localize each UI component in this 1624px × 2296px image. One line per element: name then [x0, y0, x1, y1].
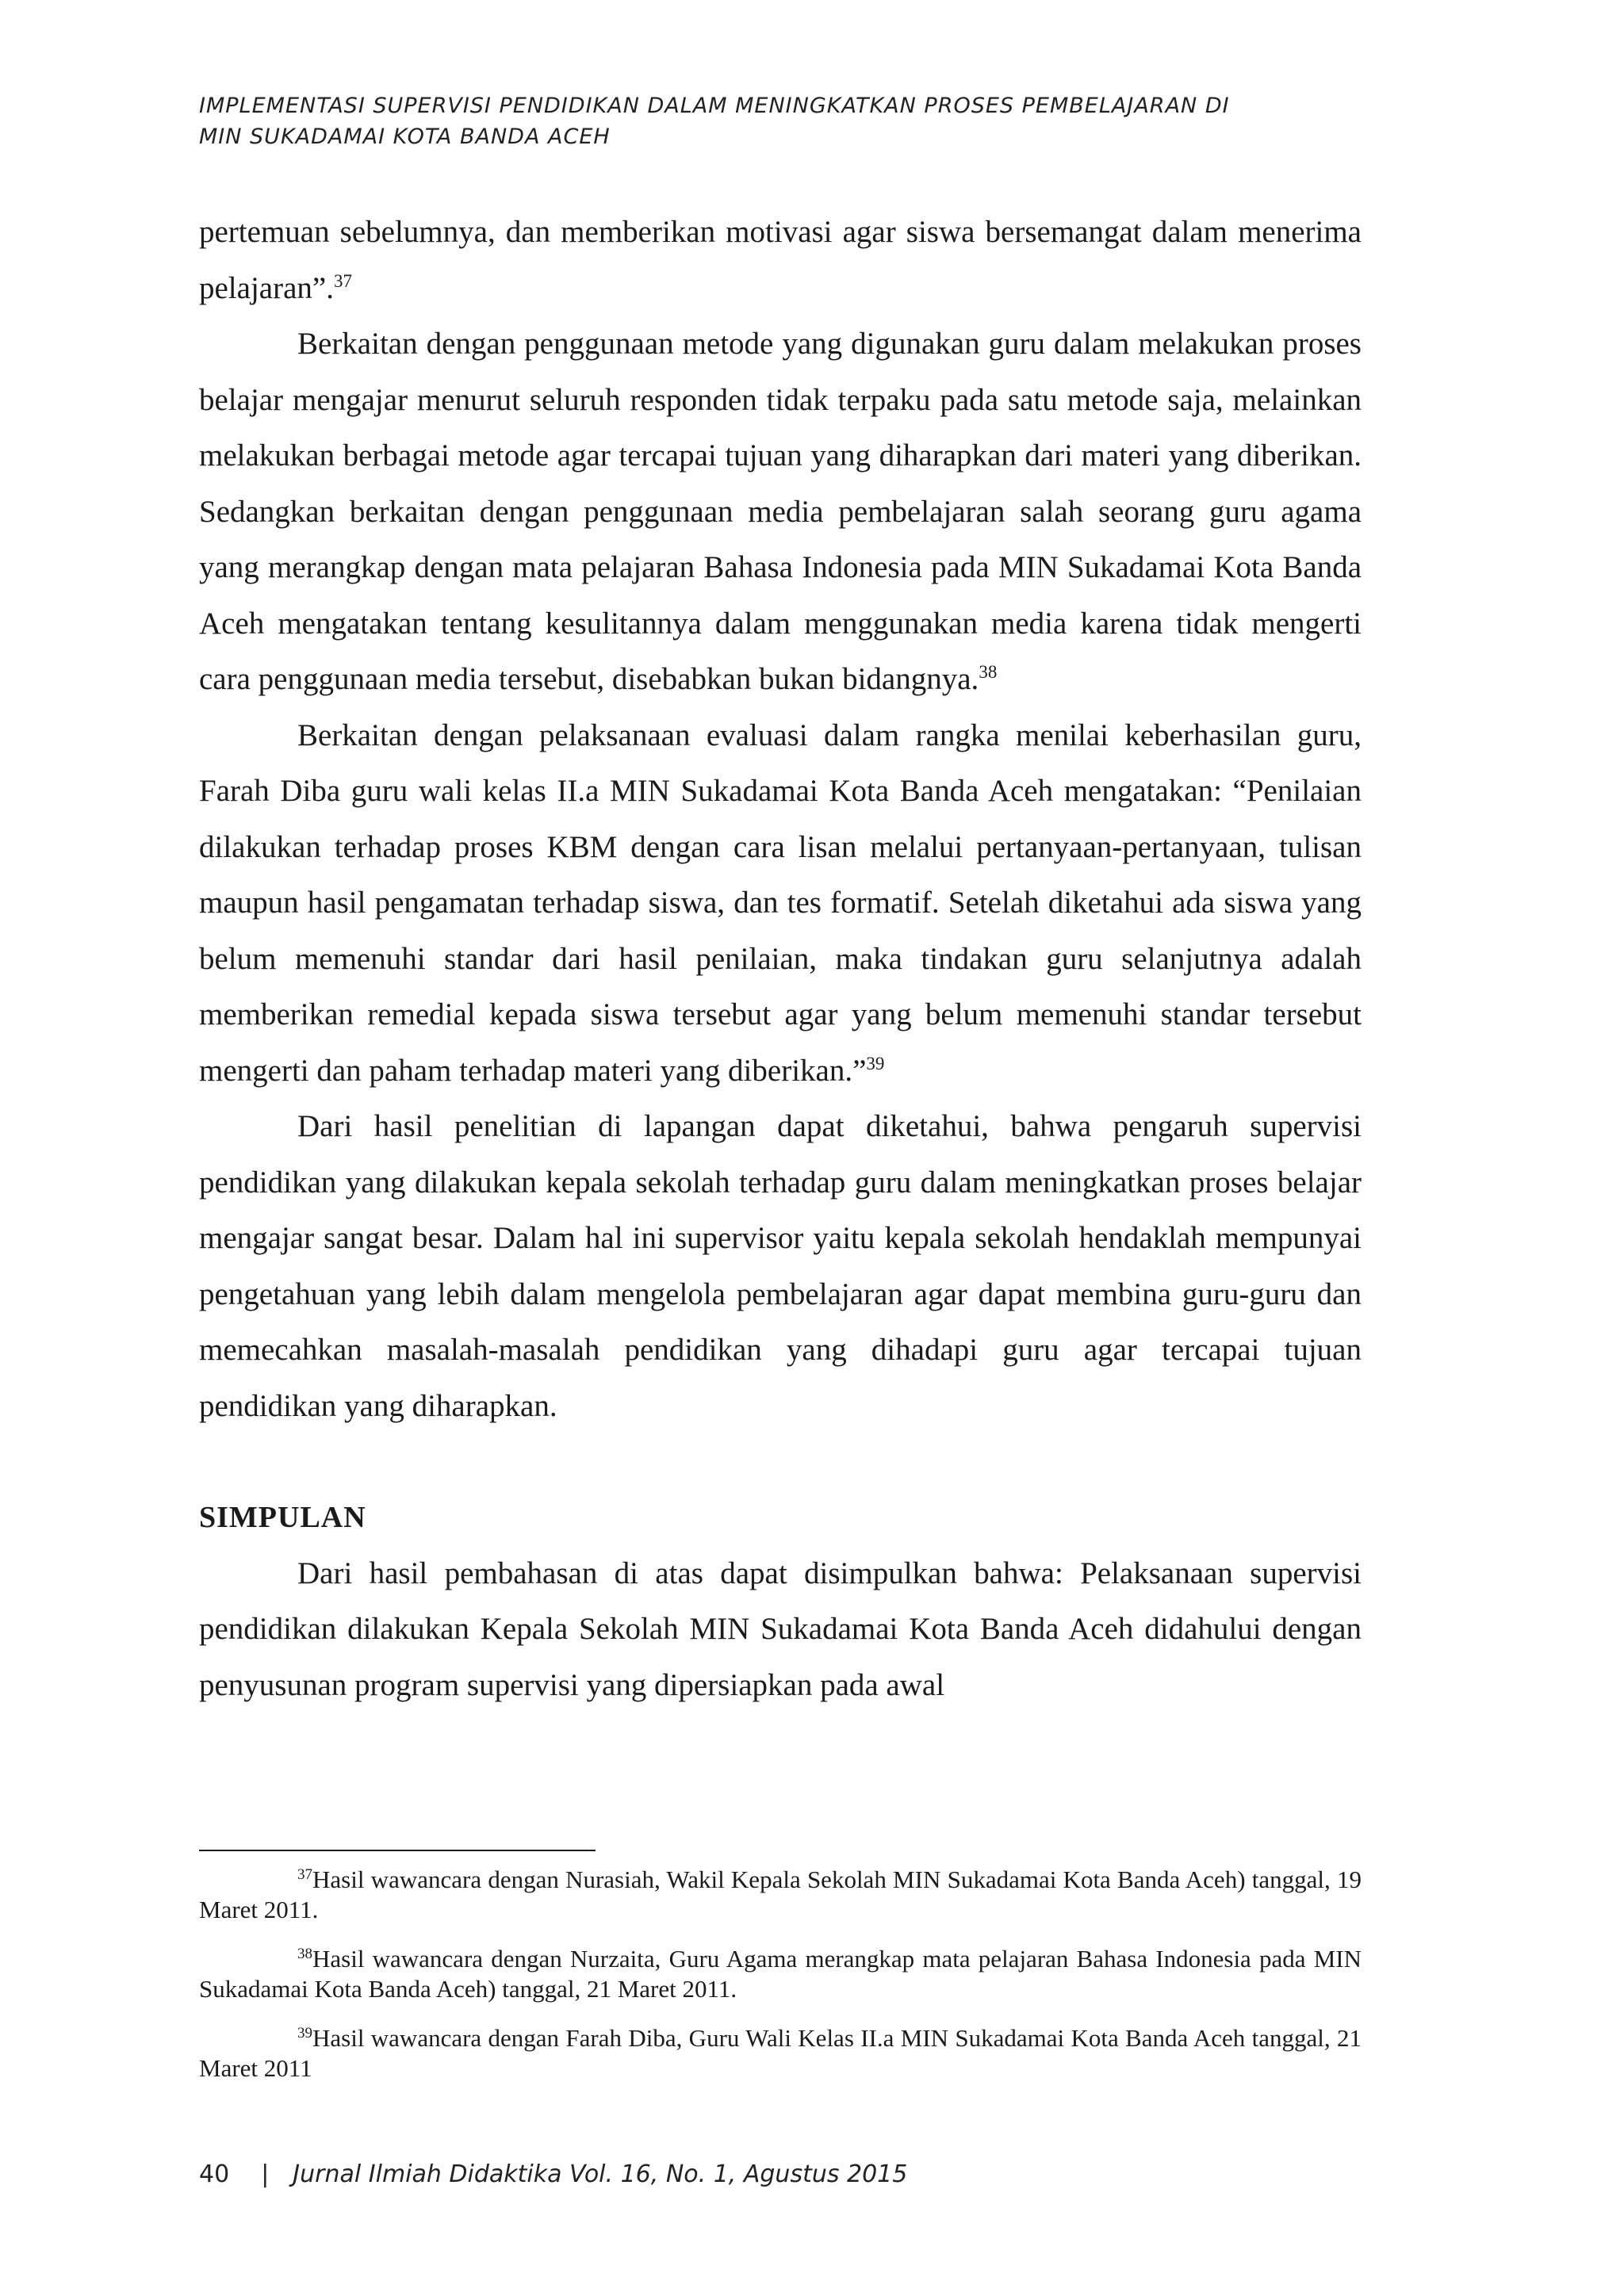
footnote-ref-37: 37 — [333, 270, 352, 291]
page-footer — [199, 2159, 907, 2191]
paragraph-text: Berkaitan dengan pelaksanaan evaluasi dalam rangka menilai keberhasilan guru, Farah Diba guru wali kelas II.a MIN Sukadamai Kota Banda Aceh mengatakan: “Penilaian dilakukan terhadap proses KBM dengan cara lisan melalui pertanyaan-pertanyaan, tulisan maupun hasil pengamatan terhadap siswa, dan tes formatif. Setelah diketahui ada siswa yang belum memenuhi standar dari hasil penilaian, maka tindakan guru selanjutnya adalah memberikan remedial kepada siswa tersebut agar yang belum memenuhi standar tersebut mengerti dan paham terhadap materi yang diberikan.” — [199, 718, 1362, 1088]
footnote-divider — [199, 1850, 596, 1851]
footnote-ref-39: 39 — [866, 1053, 885, 1073]
footnote-37 — [199, 1865, 1362, 1925]
footnote-39 — [199, 2023, 1362, 2084]
footnote-text: Hasil wawancara dengan Nurzaita, Guru Agama merangkap mata pelajaran Bahasa Indonesia pada MIN Sukadamai Kota Banda Aceh) tanggal, 21 Maret 2011. — [199, 1945, 1362, 2003]
running-header-line-1: IMPLEMENTASI SUPERVISI PENDIDIKAN DALAM MENINGKATKAN PROSES PEMBELAJARAN DI — [199, 94, 1230, 118]
footer-separator: | — [261, 2160, 270, 2188]
journal-citation: Jurnal Ilmiah Didaktika Vol. 16, No. 1, Agustus 2015 — [293, 2160, 908, 2188]
paragraph-hasil-penelitian — [199, 1099, 1362, 1434]
footnote-38 — [199, 1944, 1362, 2004]
footnote-number: 37 — [297, 1866, 312, 1883]
paragraph-evaluasi — [199, 708, 1362, 1100]
body-text — [199, 205, 1362, 1713]
running-header — [199, 90, 1357, 152]
footnote-text: Hasil wawancara dengan Nurasiah, Wakil Kepala Sekolah MIN Sukadamai Kota Banda Aceh) tanggal, 19 Maret 2011. — [199, 1866, 1362, 1923]
running-header-line-2: MIN SUKADAMAI KOTA BANDA ACEH — [199, 124, 611, 149]
paragraph-text: Dari hasil penelitian di lapangan dapat diketahui, bahwa pengaruh supervisi pendidikan yang dilakukan kepala sekolah terhadap guru dalam meningkatkan proses belajar mengajar sangat besar. Dalam hal ini supervisor yaitu kepala sekolah hendaklah mempunyai pengetahuan yang lebih dalam mengelola pembelajaran agar dapat membina guru-guru dan memecahkan masalah-masalah pendidikan yang dihadapi guru agar tercapai tujuan pendidikan yang diharapkan. — [199, 1109, 1362, 1423]
paragraph-simpulan: Dari hasil pembahasan di atas dapat disimpulkan bahwa: Pelaksanaan supervisi pendidikan dilakukan Kepala Sekolah MIN Sukadamai Kota Banda Aceh didahului dengan penyusunan program supervisi yang dipersiapkan pada awal — [199, 1556, 1362, 1702]
page-number: 40 — [199, 2160, 230, 2188]
paragraph-text: Berkaitan dengan penggunaan metode yang digunakan guru dalam melakukan proses belajar mengajar menurut seluruh responden tidak terpaku pada satu metode saja, melainkan melakukan berbagai metode agar tercapai tujuan yang diharapkan dari materi yang diberikan. Sedangkan berkaitan dengan penggunaan media pembelajaran salah seorang guru agama yang merangkap dengan mata pelajaran Bahasa Indonesia pada MIN Sukadamai Kota Banda Aceh mengatakan tentang kesulitannya dalam menggunakan media karena tidak mengerti cara penggunaan media tersebut, disebabkan bukan bidangnya. — [199, 327, 1362, 696]
paragraph-metode — [199, 316, 1362, 708]
section-heading-simpulan: SIMPULAN — [199, 1501, 366, 1534]
footnote-number: 38 — [297, 1946, 312, 1962]
footnote-text: Hasil wawancara dengan Farah Diba, Guru Wali Kelas II.a MIN Sukadamai Kota Banda Aceh tanggal, 21 Maret 2011 — [199, 2024, 1362, 2082]
footnotes — [199, 1865, 1362, 2103]
paragraph-continued — [199, 205, 1362, 316]
footnote-ref-38: 38 — [979, 662, 998, 682]
footnote-number: 39 — [297, 2025, 312, 2042]
paragraph-text: pertemuan sebelumnya, dan memberikan motivasi agar siswa bersemangat dalam menerima pelajaran”. — [199, 215, 1362, 305]
